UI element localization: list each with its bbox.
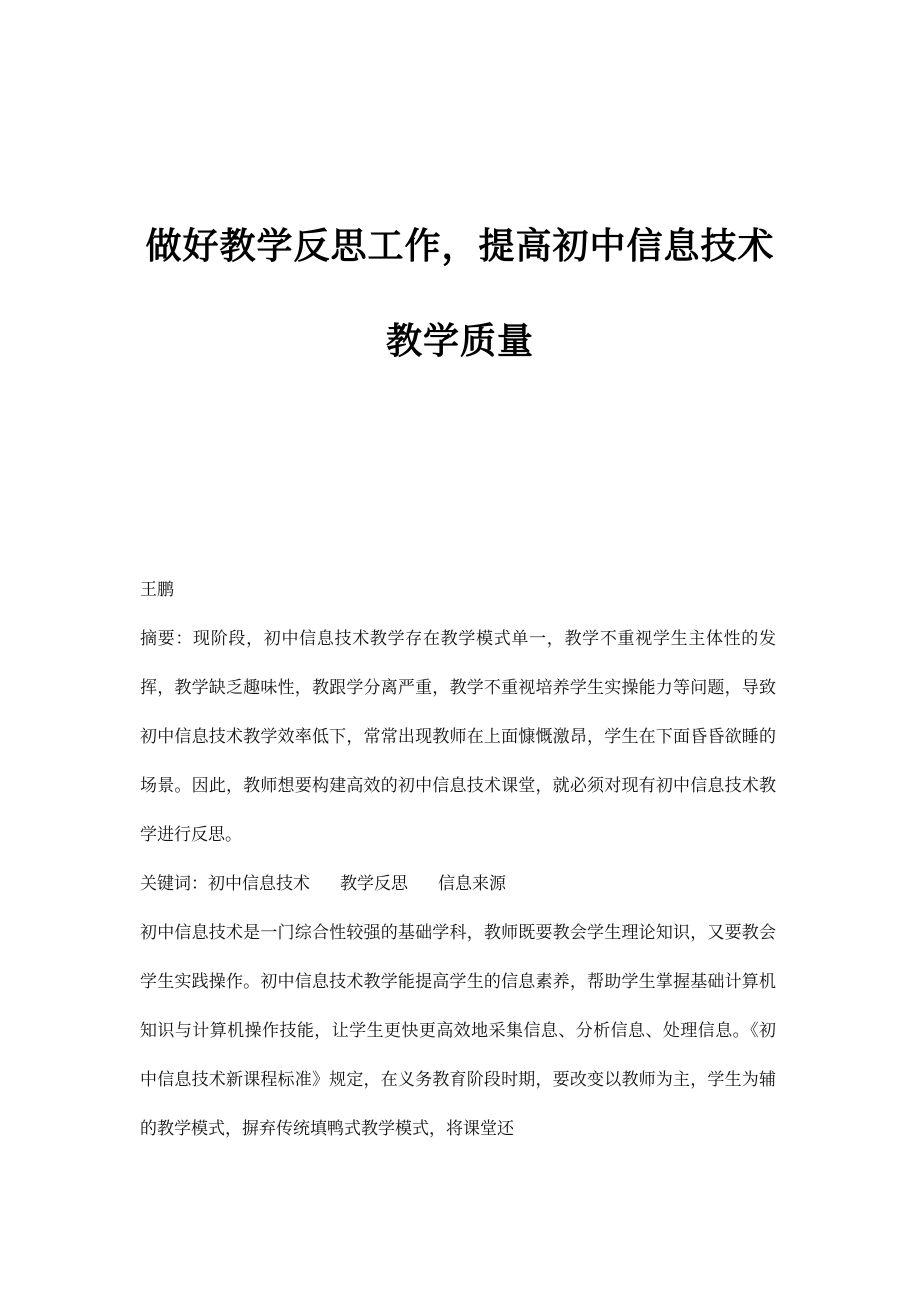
- abstract-paragraph: 摘要：现阶段，初中信息技术教学存在教学模式单一，教学不重视学生主体性的发挥，教学缺乏趣味性，教跟学分离严重，教学不重视培养学生实操能力等问题，导致初中信息技术教学效率低下，常常出现教师在上面慷慨激昂，学生在下面昏昏欲睡的场景。因此，教师想要构建高效的初中信息技术课堂，就必须对现有初中信息技术教学进行反思。: [140, 629, 776, 845]
- keyword-item: 教学反思: [340, 874, 408, 894]
- body-paragraph: 初中信息技术是一门综合性较强的基础学科，教师既要教会学生理论知识，又要教会学生实践操作。初中信息技术教学能提高学生的信息素养，帮助学生掌握基础计算机知识与计算机操作技能，让学生更快更高效地采集信息、分析信息、处理信息。《初中信息技术新课程标准》规定，在义务教育阶段时期，要改变以教师为主，学生为辅的教学模式，摒弃传统填鸭式教学模式，将课堂还: [140, 923, 776, 1139]
- keywords-line: [140, 860, 776, 909]
- document-title-line-1: 做好教学反思工作，提高初中信息技术: [145, 226, 775, 267]
- document-content: [140, 566, 776, 1154]
- author-name: 王鹏: [140, 580, 174, 600]
- keywords-label: 关键词：: [140, 874, 208, 894]
- keyword-item: 信息来源: [438, 874, 506, 894]
- document-title-line-2: 教学质量: [385, 321, 534, 362]
- keyword-item: 初中信息技术: [208, 874, 310, 894]
